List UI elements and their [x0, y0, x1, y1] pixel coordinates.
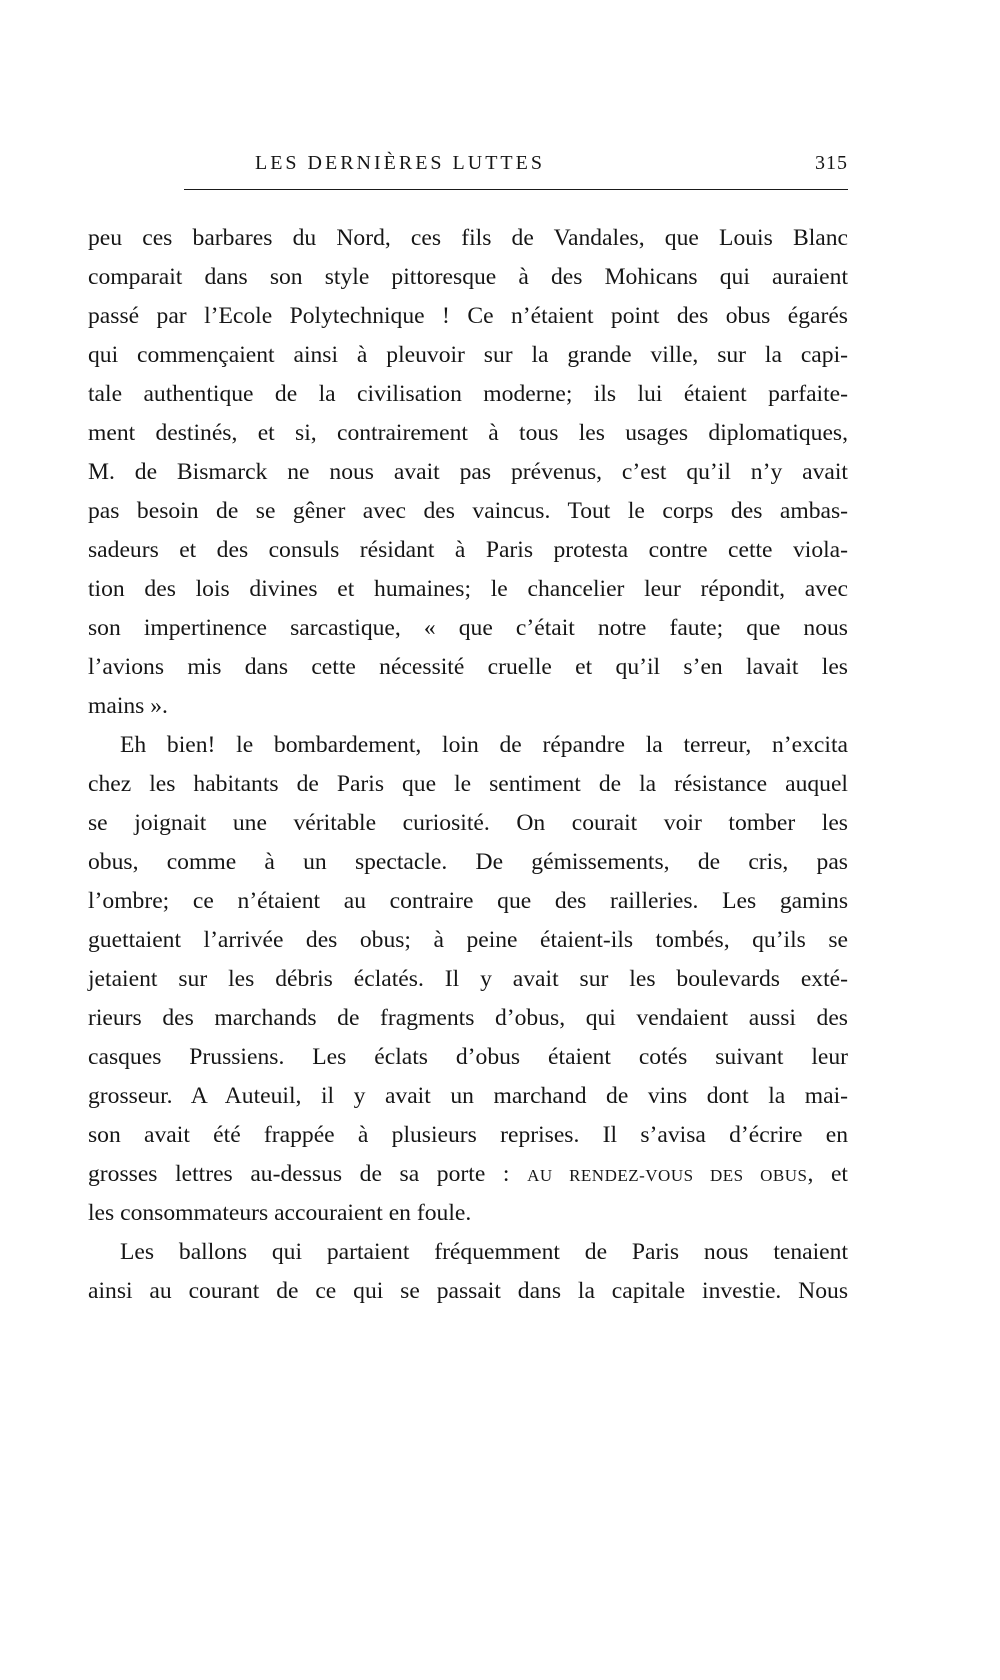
- text-line: qui commençaient ainsi à pleuvoir sur la grande ville, sur la capi-: [88, 342, 848, 368]
- header-rule: [184, 189, 848, 190]
- text-line: jetaient sur les débris éclatés. Il y avait sur les boulevards exté-: [88, 966, 848, 992]
- text-line: ment destinés, et si, contrairement à tous les usages diplomatiques,: [88, 420, 848, 446]
- shop-sign-smallcaps: AU RENDEZ-VOUS DES OBUS: [527, 1166, 808, 1185]
- text-line: l’avions mis dans cette nécessité cruelle et qu’il s’en lavait les: [88, 654, 848, 680]
- page-number: 315: [815, 152, 848, 174]
- text-line: Les ballons qui partaient fréquemment de Paris nous tenaient: [120, 1239, 848, 1265]
- text-line: tale authentique de la civilisation moderne; ils lui étaient parfaite-: [88, 381, 848, 407]
- text-line: grosseur. A Auteuil, il y avait un marchand de vins dont la mai-: [88, 1083, 848, 1109]
- text-line: les consommateurs accouraient en foule.: [88, 1200, 472, 1226]
- text-line-with-smallcaps: [88, 1155, 848, 1194]
- text-line: casques Prussiens. Les éclats d’obus étaient cotés suivant leur: [88, 1044, 848, 1070]
- running-title: LES DERNIÈRES LUTTES: [255, 152, 545, 174]
- text-line: se joignait une véritable curiosité. On courait voir tomber les: [88, 810, 848, 836]
- text-line: peu ces barbares du Nord, ces fils de Vandales, que Louis Blanc: [88, 225, 848, 251]
- text-line: chez les habitants de Paris que le sentiment de la résistance auquel: [88, 771, 848, 797]
- text-fragment: , et: [807, 1161, 848, 1187]
- text-line: l’ombre; ce n’étaient au contraire que des railleries. Les gamins: [88, 888, 848, 914]
- text-line: sadeurs et des consuls résidant à Paris protesta contre cette viola-: [88, 537, 848, 563]
- text-line: guettaient l’arrivée des obus; à peine étaient-ils tombés, qu’ils se: [88, 927, 848, 953]
- text-line: son impertinence sarcastique, « que c’était notre faute; que nous: [88, 615, 848, 641]
- text-line: son avait été frappée à plusieurs reprises. Il s’avisa d’écrire en: [88, 1122, 848, 1148]
- text-line: rieurs des marchands de fragments d’obus, qui vendaient aussi des: [88, 1005, 848, 1031]
- text-line: ainsi au courant de ce qui se passait dans la capitale investie. Nous: [88, 1278, 848, 1304]
- text-line: pas besoin de se gêner avec des vaincus. Tout le corps des ambas-: [88, 498, 848, 524]
- text-line: comparait dans son style pittoresque à des Mohicans qui auraient: [88, 264, 848, 290]
- body-text: [88, 219, 848, 1311]
- text-line: Eh bien! le bombardement, loin de répandre la terreur, n’excita: [120, 732, 848, 758]
- text-line: obus, comme à un spectacle. De gémissements, de cris, pas: [88, 849, 848, 875]
- text-line: passé par l’Ecole Polytechnique ! Ce n’étaient point des obus égarés: [88, 303, 848, 329]
- text-line: mains ».: [88, 693, 168, 719]
- text-line: tion des lois divines et humaines; le chancelier leur répondit, avec: [88, 576, 848, 602]
- text-fragment: grosses lettres au-dessus de sa porte :: [88, 1161, 528, 1187]
- running-head: [88, 148, 848, 182]
- text-line: M. de Bismarck ne nous avait pas prévenus, c’est qu’il n’y avait: [88, 459, 848, 485]
